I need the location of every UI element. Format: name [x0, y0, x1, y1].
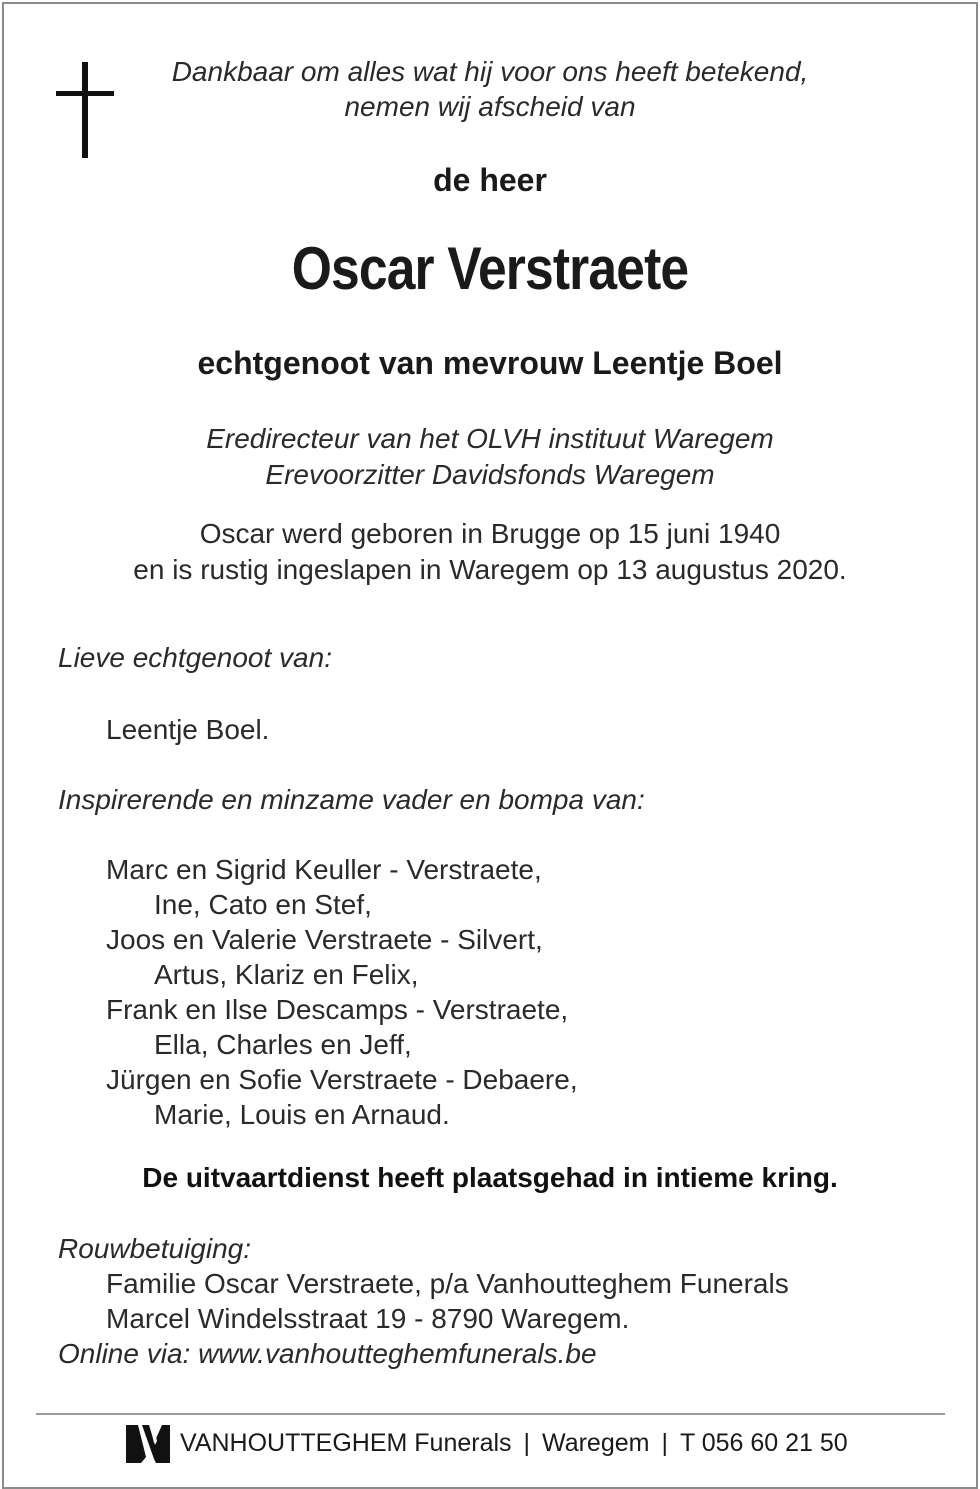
condolences-address-line-2: Marcel Windelsstraat 19 - 8790 Waregem. — [106, 1303, 630, 1334]
children-section-label: Inspirerende en minzame vader en bompa van: — [58, 784, 645, 815]
family-parents: Joos en Valerie Verstraete - Silvert, — [106, 924, 543, 955]
birth-death-info — [0, 516, 980, 588]
family-list — [106, 852, 578, 1132]
family-parents: Frank en Ilse Descamps - Verstraete, — [106, 994, 569, 1025]
birth-line: Oscar werd geboren in Brugge op 15 juni 1940 — [199, 518, 781, 549]
spouse-name: Leentje Boel. — [106, 714, 270, 745]
spouse-section-label: Lieve echtgenoot van: — [58, 642, 332, 673]
family-grandchildren: Artus, Klariz en Felix, — [154, 959, 419, 990]
condolences-label: Rouwbetuiging: — [58, 1233, 252, 1264]
deceased-name: Oscar Verstraete — [291, 235, 689, 302]
intro-line-2: nemen wij afscheid van — [344, 91, 636, 122]
footer-city: Waregem — [542, 1428, 650, 1457]
salutation: de heer — [433, 162, 547, 198]
title-line-1: Eredirecteur van het OLVH instituut Waregem — [206, 423, 774, 454]
footer-separator: | — [523, 1428, 531, 1457]
honorary-titles — [0, 421, 980, 493]
family-grandchildren: Ine, Cato en Stef, — [154, 889, 372, 920]
condolences-online: Online via: www.vanhoutteghemfunerals.be — [58, 1338, 597, 1369]
condolences-block — [58, 1231, 789, 1371]
spouse-line: echtgenoot van mevrouw Leentje Boel — [197, 345, 783, 381]
footer-separator: | — [661, 1428, 668, 1457]
family-parents: Marc en Sigrid Keuller - Verstraete, — [106, 854, 542, 885]
footer-divider — [36, 1413, 945, 1415]
footer-phone: T 056 60 21 50 — [679, 1428, 848, 1457]
vanhoutteghem-logo-icon — [126, 1421, 170, 1465]
service-note: De uitvaartdienst heeft plaatsgehad in intieme kring. — [142, 1162, 838, 1193]
death-line: en is rustig ingeslapen in Waregem op 13 augustus 2020. — [133, 554, 847, 585]
family-grandchildren: Ella, Charles en Jeff, — [154, 1029, 412, 1060]
intro-text — [0, 54, 980, 124]
footer — [126, 1420, 848, 1466]
footer-company: VANHOUTTEGHEM Funerals — [180, 1428, 512, 1457]
intro-line-1: Dankbaar om alles wat hij voor ons heeft betekend, — [171, 56, 809, 87]
condolences-address-line-1: Familie Oscar Verstraete, p/a Vanhoutteghem Funerals — [106, 1268, 789, 1299]
family-parents: Jürgen en Sofie Verstraete - Debaere, — [106, 1064, 578, 1095]
title-line-2: Erevoorzitter Davidsfonds Waregem — [265, 459, 715, 490]
family-grandchildren: Marie, Louis en Arnaud. — [154, 1099, 450, 1130]
